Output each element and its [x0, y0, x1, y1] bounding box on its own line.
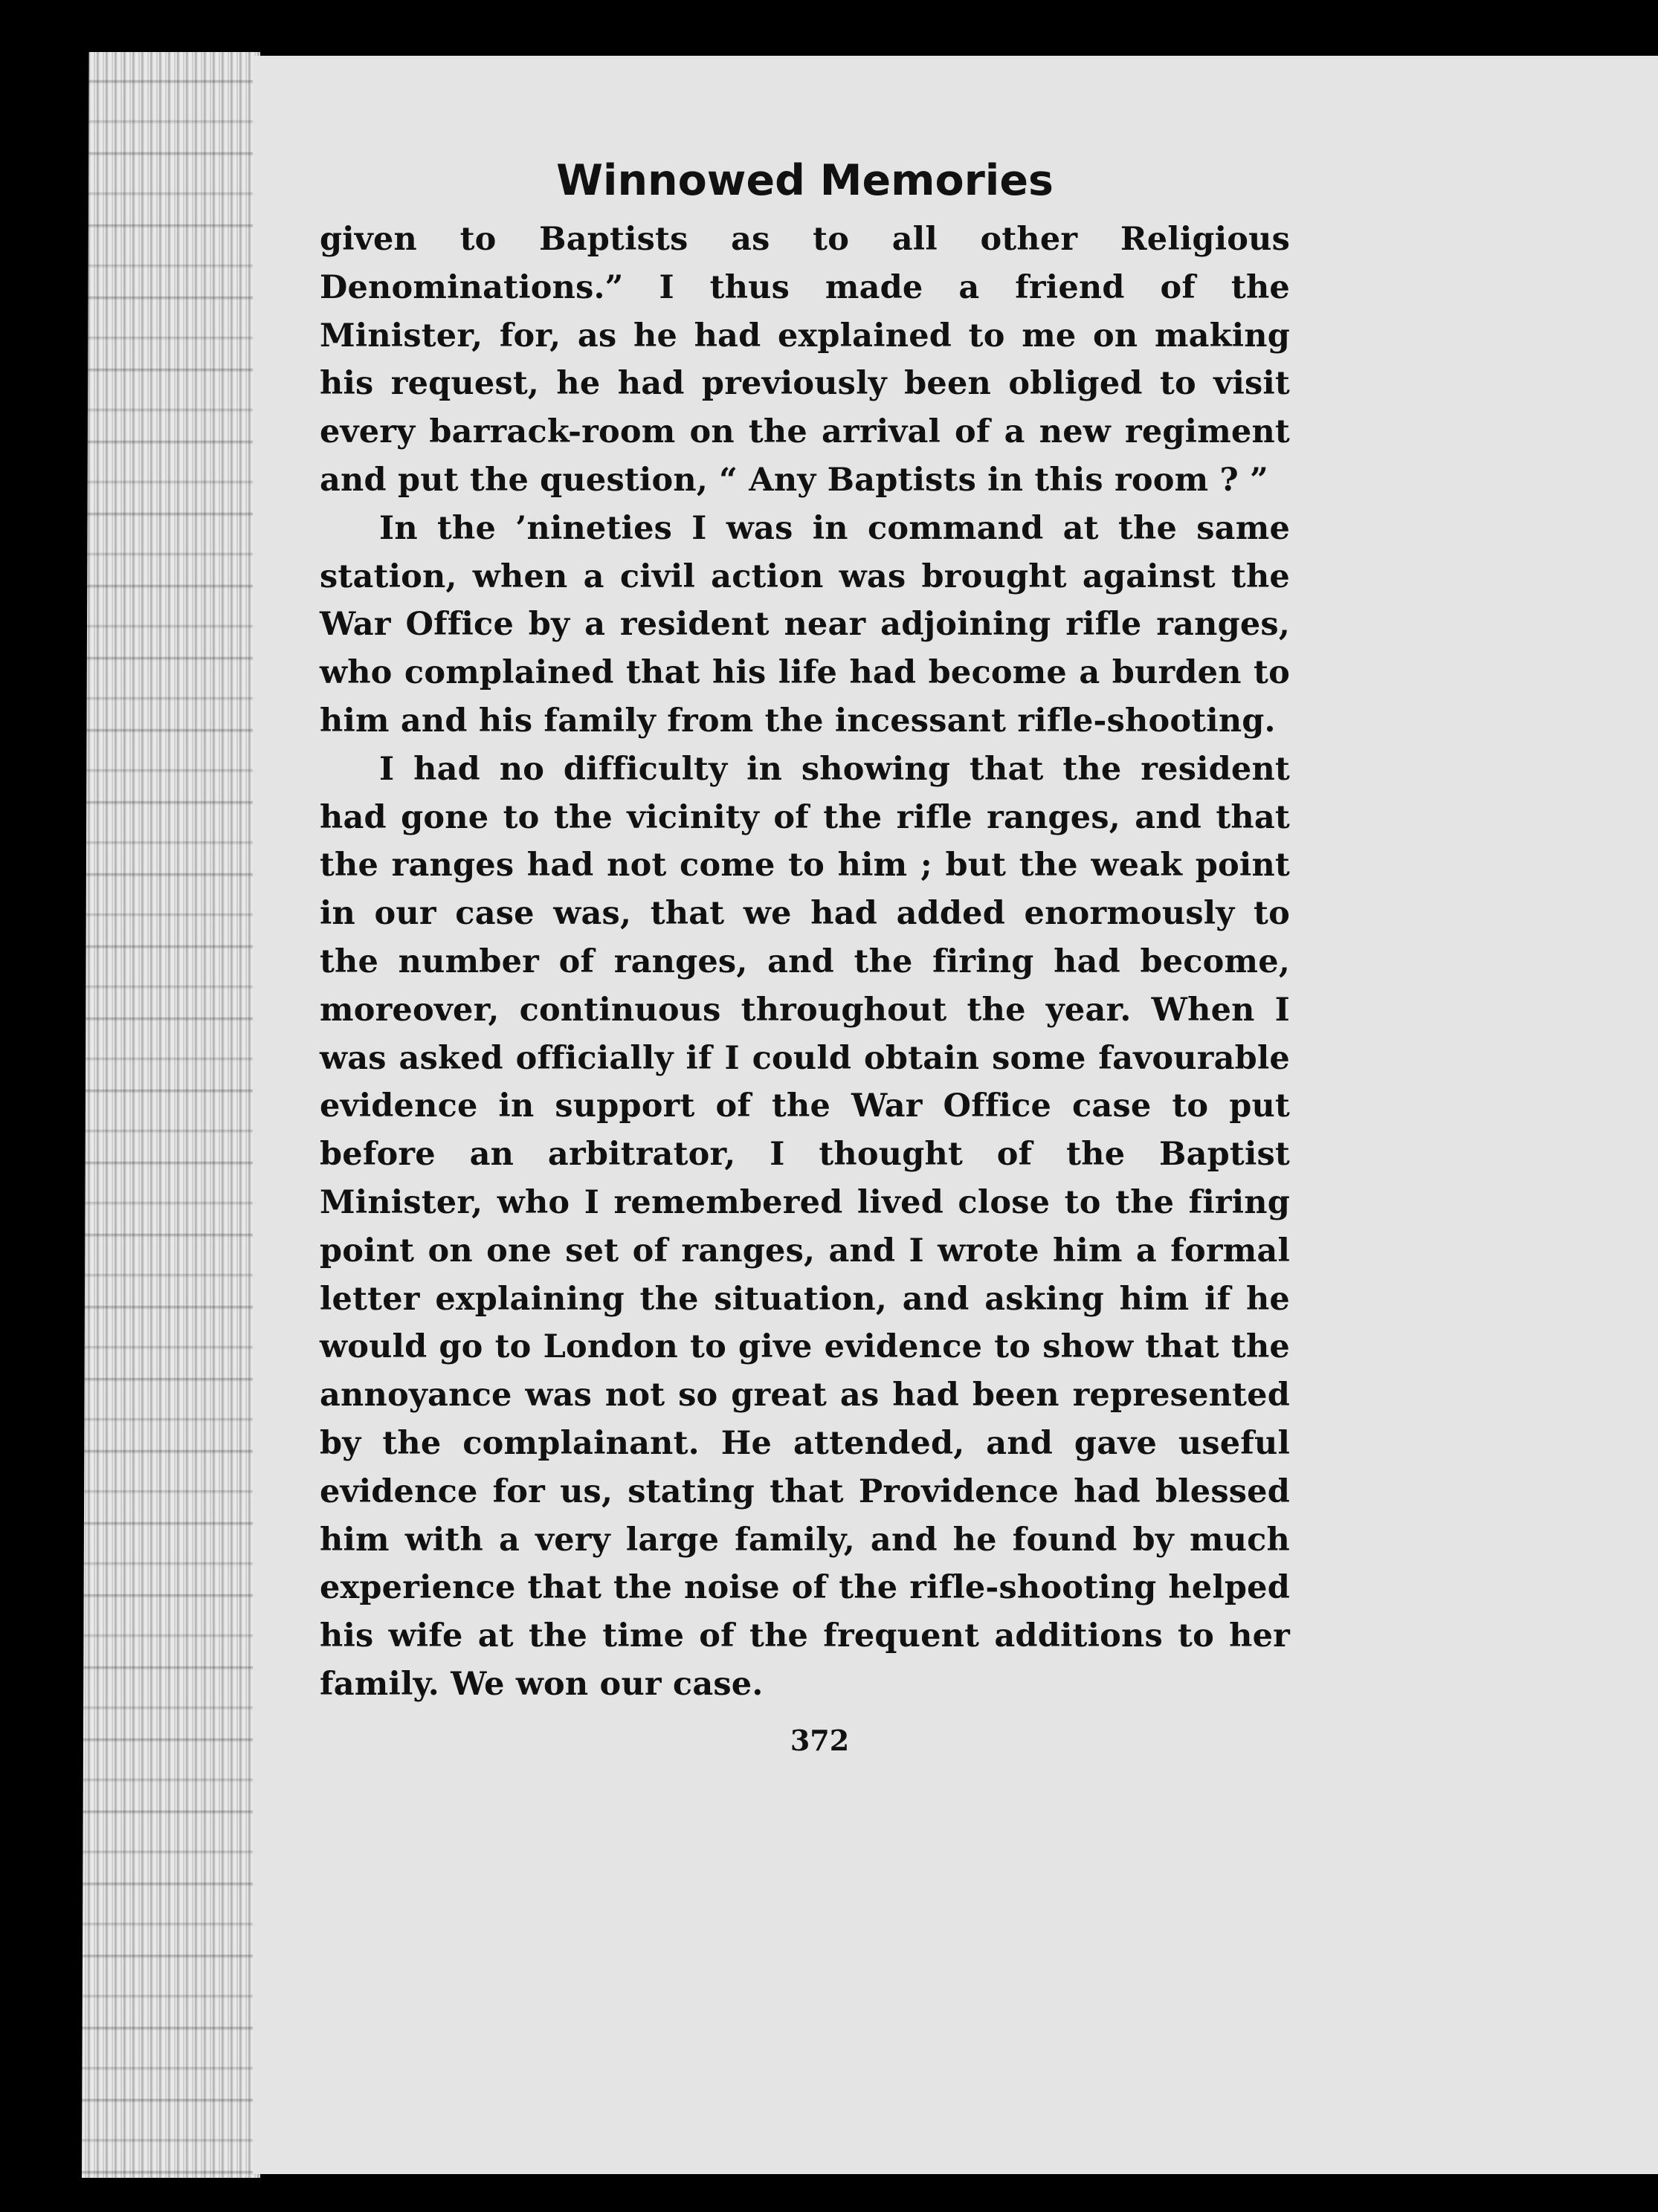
paragraph-evidence: I had no difficulty in showing that the resident had gone to the vicinity of the rifle ranges, and that the ranges had not come to him ; but the weak point in our case was, that we had added enormously to the number of ranges, and the firing had become, moreover, continuous throughout the year. When I was asked officially if I could obtain some favourable evidence in support of the War Office case to put before an arbitrator, I thought of the Baptist Minister, who I remembered lived close to the firing point on one set of ranges, and I wrote him a formal letter explaining the situation, and asking him if he would go to London to give evidence to show that the annoyance was not so great as had been represented by the complainant. He attended, and gave useful evidence for us, stating that Providence had blessed him with a very large family, and he found by much experience that the noise of the rifle-shooting helped his wife at the time of the frequent additions to her family. We won our case.: [320, 750, 1290, 1703]
book-page-edges: [82, 52, 260, 2178]
page-content: [320, 156, 1290, 1757]
paragraph-nineties: In the ’nineties I was in command at the same station, when a civil action was brought against the War Office by a resident near adjoining rifle ranges, who complained that his life had become a burden to him and his family from the incessant rifle-shooting.: [320, 509, 1290, 740]
page-number: 372: [790, 1723, 850, 1757]
running-head: Winnowed Memories: [556, 156, 1054, 205]
paragraph-continued: given to Baptists as to all other Religious Denominations.” I thus made a friend of the Minister, for, as he had explained to me on making his request, he had previously been obliged to visit every barrack-room on the arrival of a new regiment and put the question, “ Any Baptists in this room ? ”: [320, 221, 1290, 499]
